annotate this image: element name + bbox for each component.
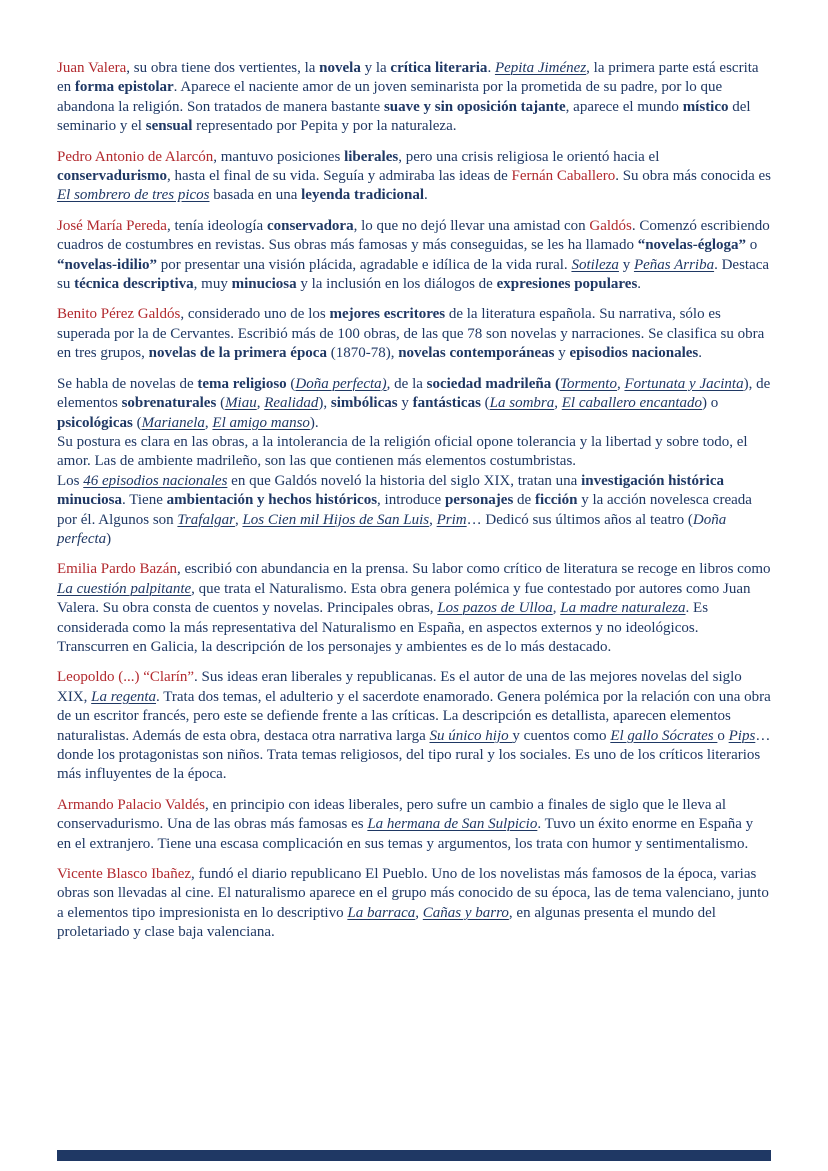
text-run: y la acción novelesca creada por él. Algunos son [57, 492, 756, 528]
paragraph-pedro-antonio-de-alarcon [57, 148, 775, 206]
text-run: … Dedicó sus últimos años al teatro ( [466, 511, 693, 528]
text-run: . Tuvo un éxito enorme en España y en el extranjero. Tiene una escasa complicación en sus temas y argumentos, los trata con humor y sentimentalismo. [57, 816, 757, 852]
key-term: “novelas-idilio” [57, 256, 158, 273]
work-title: Doña perfecta) [295, 375, 387, 392]
key-term: episodios nacionales [569, 345, 699, 362]
text-run: , de la [386, 375, 427, 392]
key-term: liberales [344, 148, 399, 165]
text-run: ( [286, 375, 296, 392]
text-run: o [746, 237, 762, 254]
key-term: expresiones populares [496, 276, 638, 293]
text-run: Se habla de novelas de [57, 375, 198, 392]
work-title: Realidad [264, 395, 319, 412]
work-title: Pepita Jiménez [494, 60, 587, 76]
text-run: . Aparece el naciente amor de un joven seminarista por la prometida de su padre, por lo que abandona la religión. Son tratados de manera bastante [57, 79, 726, 115]
paragraph-armando-palacio-valdes [57, 796, 771, 854]
key-term: novelas de la primera época [148, 345, 327, 362]
key-term: suave y sin oposición tajante [383, 98, 566, 115]
author-name: Galdós [589, 217, 632, 234]
work-title: Trafalgar [177, 511, 235, 528]
text-run: ), de elementos [57, 375, 775, 412]
text-run: y cuentos como [512, 727, 611, 744]
key-term: ficción [534, 492, 578, 509]
text-run: , introduce [377, 492, 445, 509]
key-term: psicológicas [57, 414, 133, 431]
text-run: Doña perfecta [57, 511, 730, 547]
key-term: mejores escritores [329, 306, 446, 323]
text-run: y la inclusión en los diálogos de [296, 276, 497, 293]
text-run: , aparece el mundo [565, 98, 683, 115]
text-run: de [513, 492, 535, 509]
text-run: … donde los protagonistas son niños. Trata temas religiosos, del tipo rural y los sociales. Es uno de los críticos literarios más influyentes de la época. [57, 727, 775, 783]
key-term: fantásticas [412, 395, 481, 412]
author-name: Vicente Blasco Ibañez [57, 866, 192, 883]
text-run: . [698, 345, 702, 362]
text-run: representado por Pepita y por la naturaleza. [192, 118, 457, 135]
key-term: sensual [145, 118, 193, 135]
work-title: El sombrero de tres picos [57, 187, 210, 204]
work-title: La madre naturaleza [560, 600, 686, 617]
text-run: . [424, 187, 428, 204]
paragraph-galdos-episodios [57, 472, 771, 550]
text-run: del seminario y el [57, 98, 755, 135]
work-title: Pips [728, 727, 756, 744]
text-run: ) o [702, 395, 723, 412]
key-term: novela [319, 60, 361, 76]
text-run: ) [106, 530, 112, 547]
key-term: sociedad madrileña ( [426, 375, 560, 392]
text-run: , [616, 375, 625, 392]
text-run: , que trata el Naturalismo. Esta obra genera polémica y fue contestado por autores como Juan Valera. Su obra consta de cuentos y novelas. Principales obras, [57, 580, 755, 617]
key-term: forma epistolar [74, 79, 174, 96]
text-run: , [552, 600, 561, 617]
work-title: La hermana de San Sulpicio [367, 816, 538, 833]
key-term: conservadurismo [57, 168, 167, 185]
work-title: El amigo manso [212, 414, 310, 431]
paragraph-galdos-postura [57, 433, 771, 472]
paragraph-jose-maria-pereda [57, 217, 774, 295]
text-run: . Destaca su [57, 256, 773, 293]
key-term: minuciosa [231, 276, 297, 293]
text-run: en que Galdós noveló la historia del siglo XIX, tratan una [227, 472, 582, 489]
text-run: basada en una [209, 187, 302, 204]
author-name: Leopoldo (...) “Clarín” [57, 669, 195, 686]
key-term: crítica literaria [390, 60, 488, 76]
key-term: místico [682, 98, 729, 115]
key-term: sobrenaturales [121, 395, 217, 412]
text-run: , su obra tiene dos vertientes, la [126, 60, 320, 76]
author-name: Fernán Caballero [511, 168, 616, 185]
author-name: Benito Pérez Galdós [57, 306, 181, 323]
text-run: , [415, 904, 423, 921]
text-run: y [554, 345, 570, 362]
text-run: ). [309, 414, 319, 431]
text-run: y la [360, 60, 391, 76]
key-term: tema religioso [197, 375, 287, 392]
text-run: . [637, 276, 642, 293]
paragraph-galdos-temas [57, 375, 775, 433]
work-title: Fortunata y Jacinta [624, 375, 744, 392]
key-term: conservadora [266, 217, 354, 234]
author-name: José María Pereda [57, 217, 167, 234]
text-run: . Es considerada como la más representativa del Naturalismo en España, en aspectos externos y no ideológicos. Transcurren en Galicia, la descripción de los personajes y ambientes es de lo más destacado. [57, 600, 712, 655]
work-title: Los pazos de Ulloa [437, 600, 553, 617]
key-term: técnica descriptiva [74, 276, 194, 293]
work-title: El gallo Sócrates [610, 727, 718, 744]
next-page-table-header-strip [57, 1150, 771, 1161]
paragraph-leopoldo-clarin [57, 668, 775, 784]
work-title: Los Cien mil Hijos de San Luis [242, 511, 430, 528]
text-run: o [717, 727, 729, 744]
work-title: Miau [225, 395, 257, 412]
text-run: ( [480, 395, 490, 412]
text-run: , fundó el diario republicano El Pueblo. Uno de los novelistas más famosos de la época, varias obras son llevadas al cine. El naturalismo aparece en el grupo más conocido de su época, las de tema valenciano, junto a elementos tipo impresionista en lo descriptivo [57, 866, 773, 921]
text-run: (1870-78), [326, 345, 399, 362]
text-run: , mantuvo posiciones [213, 148, 345, 165]
key-term: simbólicas [330, 395, 398, 412]
key-term: personajes [444, 492, 514, 509]
text-run: . Tiene [122, 492, 167, 509]
text-run: , lo que no dejó llevar una amistad con [353, 217, 590, 234]
key-term: investigación histórica minuciosa [57, 472, 728, 509]
text-run: por presentar una visión plácida, agradable e idílica de la vida rural. [157, 256, 572, 273]
work-title: La cuestión palpitante [57, 580, 192, 597]
text-run: , [234, 511, 243, 528]
paragraph-juan-valera [57, 59, 771, 137]
key-term: leyenda tradicional [301, 187, 425, 204]
text-run: Su postura es clara en las obras, a la intolerancia de la religión oficial opone tolerancia y la libertad y sobre todo, el amor. Las de ambiente madrileño, son las que contienen más elementos costumbristas. [57, 433, 752, 470]
work-title: Sotileza [571, 256, 619, 273]
text-run: . Trata dos temas, el adulterio y el sacerdote enamorado. Genera polémica por la relación con una obra de un escritor francés, pero este se defiende frente a las críticas. La descripción es detallista, aparecen elementos naturalistas. Además de esta obra, destaca otra narrativa larga [57, 688, 775, 744]
author-name: Pedro Antonio de Alarcón [57, 148, 214, 165]
text-run: Los [57, 472, 84, 489]
text-run: , en algunas presenta el mundo del proletariado y clase baja valenciana. [57, 904, 720, 941]
text-run: , escribió con abundancia en la prensa. Su labor como crítico de literatura se recoge en libros como [176, 561, 775, 578]
text-run: , hasta el final de su vida. Seguía y admiraba las ideas de [167, 168, 512, 185]
text-run: , [429, 511, 437, 528]
text-run: , considerado uno de los [180, 306, 330, 323]
text-run: , [256, 395, 265, 412]
work-title: Tormento [559, 375, 617, 392]
text-run: , en principio con ideas liberales, pero sufre un cambio a finales de siglo que le lleva al conservadurismo. Una de las obras más famosas es [57, 796, 730, 833]
paragraph-vicente-blasco-ibanez [57, 865, 771, 943]
text-run: , tenía ideología [166, 217, 267, 234]
work-title: Prim [436, 511, 467, 528]
key-term: ambientación y hechos históricos [166, 492, 378, 509]
document-body [57, 59, 775, 943]
text-run: de la literatura española. Su narrativa, sólo es superada por la de Cervantes. Escribió más de 100 obras, de las que 78 son novelas y narraciones. Se clasifica su obra en tres grupos, [57, 306, 769, 362]
work-title: 46 episodios nacionales [83, 472, 228, 489]
work-title: Peñas Arriba [633, 256, 715, 273]
text-run: , la primera parte está escrita en [57, 60, 763, 96]
text-run: . Comenzó escribiendo cuadros de costumbres en revistas. Sus obras más famosas y más conseguidas, se les ha llamado [57, 217, 774, 254]
author-name: Armando Palacio Valdés [57, 796, 206, 813]
text-run: ( [216, 395, 226, 412]
key-term: “novelas-égloga” [637, 237, 747, 254]
text-run: , [554, 395, 562, 412]
work-title: El caballero encantado [561, 395, 703, 412]
paragraph-emilia-pardo-bazan [57, 560, 775, 657]
text-run: y [618, 256, 634, 273]
author-name: Juan Valera [57, 60, 127, 76]
text-run: . Sus ideas eran liberales y republicanas. Es el autor de una de las mejores novelas del siglo XIX, [57, 669, 746, 705]
key-term: novelas contemporáneas [398, 345, 555, 362]
text-run: . [487, 60, 495, 76]
text-run: ), [318, 395, 331, 412]
text-run: ( [132, 414, 142, 431]
work-title: La sombra [489, 395, 555, 412]
author-name: Emilia Pardo Bazán [57, 561, 177, 578]
work-title: La barraca [347, 904, 416, 921]
text-run: . Su obra más conocida es [615, 168, 775, 185]
work-title: Marianela [141, 414, 205, 431]
work-title: Su único hijo [429, 727, 513, 744]
text-run: , [204, 414, 213, 431]
paragraph-benito-perez-galdos [57, 305, 771, 363]
work-title: La regenta [91, 688, 157, 705]
text-run: , muy [193, 276, 232, 293]
work-title: Cañas y barro [422, 904, 509, 921]
text-run: y [397, 395, 413, 412]
text-run: , pero una crisis religiosa le orientó hacia el [398, 148, 664, 165]
